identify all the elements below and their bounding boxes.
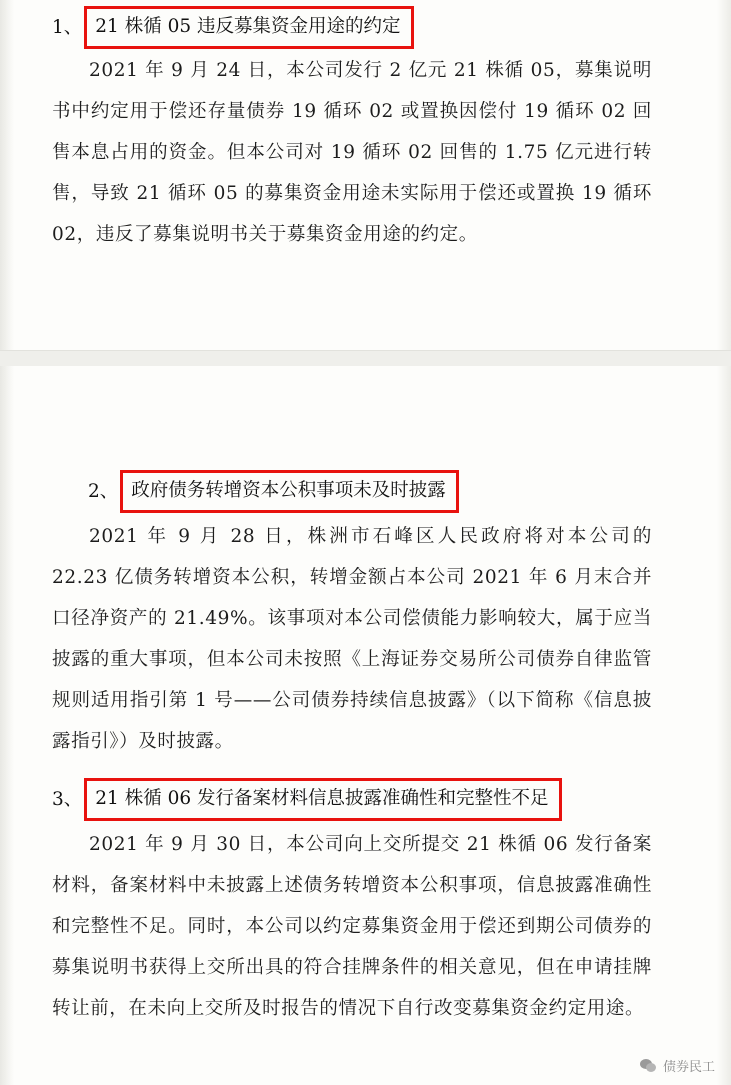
section-heading-1 (52, 6, 414, 49)
section-number-2: 2、 (88, 480, 119, 502)
page-edge-shadow-right-2 (717, 366, 731, 1085)
wechat-icon (640, 1059, 657, 1073)
section-paragraph-3: 2021 年 9 月 30 日，本公司向上交所提交 21 株循 06 发行备案材料，备案材料中未披露上述债务转增资本公积事项，信息披露准确性和完整性不足。同时，本公司以约定募集资金用于偿还到期公司债券的募集说明书获得上交所出具的符合挂牌条件的相关意见，但在申请挂牌转让前，在未向上交所及时报告的情况下自行改变募集资金约定用途。 (52, 834, 652, 1019)
section-heading-highlight-2: 政府债务转增资本公积事项未及时披露 (120, 470, 459, 513)
section-paragraph-2: 2021 年 9 月 28 日，株洲市石峰区人民政府将对本公司的 22.23 亿债务转增资本公积，转增金额占本公司 2021 年 6 月末合并口径净资产的 21.49%。该事项对本公司偿债能力影响较大，属于应当披露的重大事项，但本公司未按照《上海证券交易所公司债券自律监管规则适用指引第 1 号——公司债券持续信息披露》（以下简称《信息披露指引》）及时披露。 (52, 526, 652, 752)
section-number-1: 1、 (52, 16, 83, 38)
section-paragraph-1: 2021 年 9 月 24 日，本公司发行 2 亿元 21 株循 05，募集说明书中约定用于偿还存量债券 19 循环 02 或置换因偿付 19 循环 02 回售本息占用的资金。但本公司对 19 循环 02 回售的 1.75 亿元进行转售，导致 21 循环 05 的募集资金用途未实际用于偿还或置换 19 循环 02，违反了募集说明书关于募集资金用途的约定。 (52, 60, 652, 245)
footer-account-badge (640, 1056, 715, 1075)
page-edge-shadow-right (717, 0, 731, 350)
section-number-3: 3、 (52, 788, 83, 810)
page-edge-shadow-left-2 (0, 366, 14, 1085)
footer-account-name: 债券民工 (662, 1060, 715, 1075)
section-heading-3 (52, 778, 562, 821)
page-edge-shadow-left (0, 0, 14, 350)
section-heading-highlight-3: 21 株循 06 发行备案材料信息披露准确性和完整性不足 (84, 778, 561, 821)
section-heading-2 (88, 470, 459, 513)
section-heading-highlight-1: 21 株循 05 违反募集资金用途的约定 (84, 6, 413, 49)
